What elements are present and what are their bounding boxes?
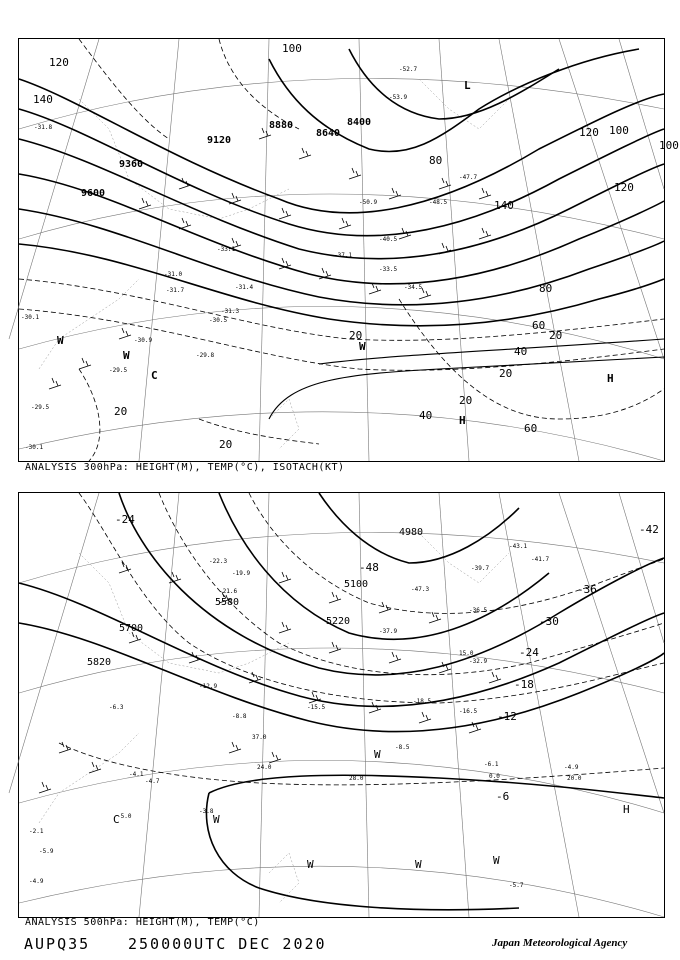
station-label: 20.0 [567,775,582,782]
height-label: 9600 [81,188,106,199]
height-label: 4980 [399,527,424,538]
height-label: 5820 [87,657,112,668]
temperature-label: -47.7 [459,174,478,181]
temperature-label: -29.8 [196,352,215,359]
temperature-label: -31.0 [164,271,183,278]
isotach-label: 140 [494,199,514,212]
temperature-label: -48.5 [429,199,448,206]
temperature-line-label: -12 [497,710,517,723]
station-label: -6.1 [484,761,499,768]
station-label: -32.9 [469,658,488,665]
station-label: -8.5 [395,744,410,751]
wind-barb [479,228,491,239]
pressure-center-label: W [307,858,314,871]
wind-barb [229,742,241,753]
station-label: -19.9 [232,570,251,577]
map-500hpa [19,493,664,917]
station-label: -15.5 [307,704,326,711]
pressure-center-label: W [359,340,366,353]
temperature-label: -52.7 [399,66,418,73]
station-label: 15.0 [459,650,474,657]
wind-barb [419,712,431,723]
map-panel-500hpa [18,492,665,918]
valid-time: 250000UTC DEC 2020 [128,935,327,953]
temperature-line-label: -18 [514,678,534,691]
isotach-label: 60 [524,422,538,435]
wind-barb [329,592,341,603]
station-label: -5.7 [509,882,524,889]
height-label: 5580 [215,597,240,608]
isotach-label: 20 [499,367,513,380]
temperature-label: -37.1 [334,252,353,259]
station-label: -4.9 [29,878,44,885]
pressure-center-label: C [151,369,158,382]
station-label: -12.9 [199,683,218,690]
wind-barb [79,358,91,369]
temperature-label: -31.8 [34,124,53,131]
temperature-label-layer [21,66,477,451]
station-label: 0.0 [489,773,500,780]
height-label: 8400 [347,117,372,128]
wind-barbs [39,562,501,793]
wind-barb [279,572,291,583]
wind-barb [329,642,341,653]
temperature-label: -33.5 [379,266,398,273]
station-label: -47.3 [411,586,430,593]
map-300hpa [19,39,679,461]
station-label: -37.9 [379,628,398,635]
temperature-label: -33.1 [217,246,236,253]
isotach-label: 20 [459,394,473,407]
temperature-line-label: -6 [496,790,510,803]
temperature-label: -40.5 [379,236,398,243]
pressure-center-label: W [213,813,220,826]
pressure-center-label: W [123,349,130,362]
temperature-label: -34.5 [404,284,423,291]
pressure-center-label: W [374,748,381,761]
height-label: 5220 [326,616,351,627]
wind-barb [119,328,131,339]
temperature-label: -30.1 [21,314,40,321]
isotach-label: 40 [514,345,528,358]
height-contours [19,493,664,910]
lat-lon-grid [9,39,664,461]
wind-barb [39,782,51,793]
temperature-label: -30.5 [209,317,228,324]
wind-barb [479,188,491,199]
wind-barb [369,702,381,713]
station-label: -5.0 [117,813,132,820]
isotach-label: 140 [33,93,53,106]
wind-barb [279,258,291,269]
temperature-label: -50.9 [359,199,378,206]
station-label: 24.0 [257,764,272,771]
wind-barbs [49,128,491,389]
height-contours [19,49,664,326]
temperature-label: -31.4 [235,284,254,291]
station-label: 28.0 [349,775,364,782]
wind-barb [489,672,501,683]
panel-caption-300hpa: ANALYSIS 300hPa: HEIGHT(M), TEMP(°C), ISOTACH(KT) [25,462,345,473]
temperature-line-label: -30 [539,615,559,628]
isotach-label: 100 [609,124,629,137]
station-label: -41.7 [531,556,550,563]
pressure-center-label: C [113,813,120,826]
isotach-label: 20 [349,329,363,342]
pressure-center-label: L [464,79,471,92]
height-label: 8880 [269,120,294,131]
height-label: 5700 [119,623,144,634]
agency-name: Japan Meteorological Agency [492,937,628,949]
panel-caption-500hpa: ANALYSIS 500hPa: HEIGHT(M), TEMP(°C) [25,917,260,928]
wind-barb [89,762,101,773]
station-label: -2.1 [29,828,44,835]
wind-barb [429,612,441,623]
isotach-label: 20 [549,329,563,342]
isotach-label: 20 [219,438,233,451]
pressure-center-label: W [57,334,64,347]
bulletin-code: AUPQ35 [24,935,91,953]
wind-barb [119,562,131,573]
temperature-label: -29.5 [109,367,128,374]
isotach-label: 20 [114,405,128,418]
station-label: -39.7 [471,565,490,572]
isotach-label: 120 [579,126,599,139]
isotach-label: 100 [282,42,302,55]
wind-barb [389,188,401,199]
pressure-center-label: H [459,414,466,427]
station-label: -8.8 [232,713,247,720]
temperature-label: -31.3 [221,308,240,315]
station-label: -5.9 [39,848,54,855]
lat-lon-grid [9,493,664,917]
wind-barb [279,208,291,219]
height-label: 9120 [207,135,232,146]
isotach-label: 80 [429,154,443,167]
station-label: -22.3 [209,558,228,565]
wind-barb [339,218,351,229]
temperature-line-label: -42 [639,523,659,536]
station-label: -18.5 [413,698,432,705]
station-label: -3.8 [199,808,214,815]
height-label: 5100 [344,579,369,590]
station-label: -36.5 [469,607,488,614]
temperature-label: -30.1 [25,444,44,451]
station-label: -4.1 [129,771,144,778]
temperature-label: -30.9 [134,337,153,344]
pressure-center-label: H [607,372,614,385]
temperature-label: -29.5 [31,404,50,411]
isotach-label: 40 [419,409,433,422]
coastlines [39,533,509,903]
height-label: 8640 [316,128,341,139]
wind-barb [279,622,291,633]
wind-barb [349,168,361,179]
station-label: -6.3 [109,704,124,711]
wind-barb [369,283,381,294]
isotach-label: 80 [539,282,553,295]
map-panel-300hpa [18,38,679,462]
temperature-line-label: -24 [519,646,539,659]
wind-barb [389,652,401,663]
temperature-line-label: -48 [359,561,379,574]
station-label: 37.0 [252,734,267,741]
isotach-label: 60 [532,319,546,332]
pressure-center-label: W [415,858,422,871]
station-label: -43.1 [509,543,528,550]
temperature-line-label: -24 [115,513,135,526]
station-label: -4.9 [564,764,579,771]
pressure-center-label: H [623,803,630,816]
temperature-label: -53.9 [389,94,408,101]
pressure-center-layer [113,748,630,871]
wind-barb [49,378,61,389]
wind-barb [139,198,151,209]
isotach-label: 120 [614,181,634,194]
wind-barb [179,218,191,229]
station-label: -21.6 [219,588,238,595]
isotach-label: 100 [659,139,679,152]
pressure-center-label: W [493,854,500,867]
isotach-label: 120 [49,56,69,69]
station-label: -16.5 [459,708,478,715]
station-label: -4.7 [145,778,160,785]
isotach-contours [269,339,664,419]
wind-barb [299,148,311,159]
temperature-line-label: -36 [577,583,597,596]
height-label: 9360 [119,159,144,170]
temperature-label: -31.7 [166,287,185,294]
